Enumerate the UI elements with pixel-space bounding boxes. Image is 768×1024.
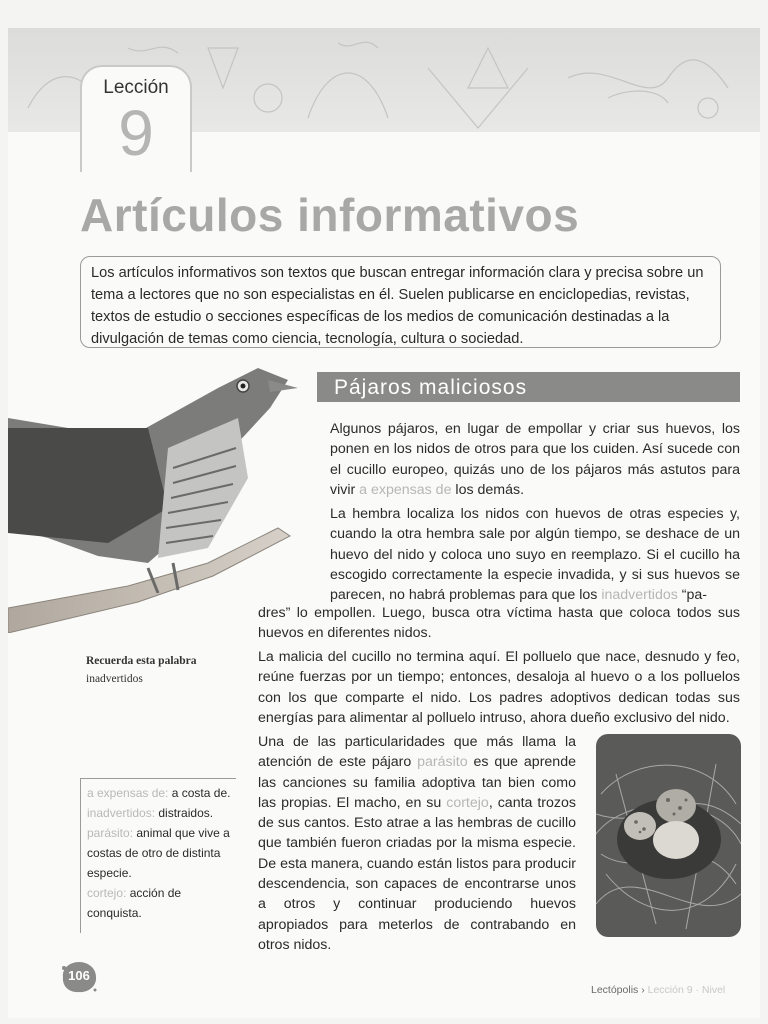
section-title: Pájaros maliciosos — [334, 376, 528, 399]
page-number: 106 — [68, 968, 90, 983]
footer-brand-name: Lectópolis — [591, 984, 639, 996]
paragraph-4-text-c: , canta trozos de sus cantos. Esto atrae a las hembras de cucillo que también fueron criadas por la misma especie. De esta manera, cuando están listos para producir descendencia, son capaces de encontrarse unos a otros y continuar produciendo huevos apropiados para meterlos de contrabando en otros nidos. — [258, 794, 576, 953]
glossary-term: parásito: — [87, 826, 134, 840]
paragraph-3 — [258, 647, 740, 728]
page-title: Artículos informativos — [80, 189, 580, 241]
glossary-box — [80, 778, 236, 933]
glossary-term: inadvertidos: — [87, 806, 156, 820]
recall-word: inadvertidos — [86, 673, 143, 685]
glossary-definition: acción de conquista. — [87, 886, 182, 920]
cuckoo-bird-illustration — [8, 358, 308, 633]
footer-brand — [591, 984, 725, 996]
highlight-a-expensas-de: a expensas de — [359, 481, 452, 498]
intro-definition-box: Los artículos informativos son textos que buscan entregar información clara y precisa sobre un tema a lectores que no son especialistas en él. Suelen publicarse en enciclopedias, revistas, textos de estudio o secciones específicas de los medios de comunicación destinadas a la divulgación de temas como ciencia, tecnología, cultura o sociedad. — [80, 256, 721, 348]
glossary-definition: distraidos. — [155, 806, 214, 820]
paragraph-4-text-b: es que aprende las canciones su familia adoptiva tan bien como las propias. El macho, en su — [258, 754, 576, 811]
highlight-parasito: parásito — [417, 754, 468, 771]
glossary-definition: a costa de. — [168, 786, 231, 800]
paragraph-2-text-b: “pa- — [677, 587, 708, 604]
nest-eggs-photo — [596, 734, 741, 937]
recall-word-box — [86, 652, 226, 688]
paragraph-1-text-a: Algunos pájaros, en lugar de empollar y criar sus huevos, los ponen en los nidos de otros para que los cuiden. Así sucede con el cucillo europeo, quizás uno de los pájaros más astutos para vivir — [330, 421, 740, 498]
page-number-badge — [60, 960, 98, 994]
highlight-cortejo: cortejo — [446, 794, 489, 811]
paragraph-2 — [330, 504, 740, 605]
glossary-item — [87, 823, 236, 883]
footer-separator: › — [638, 984, 645, 996]
paragraph-1-text-b: los demás. — [451, 481, 525, 498]
paragraph-1 — [330, 419, 740, 500]
footer-tail: Lección 9 · Nivel — [644, 984, 726, 996]
lesson-number: 9 — [118, 97, 154, 169]
glossary-term: a expensas de: — [87, 786, 169, 800]
paragraph-3-text: La malicia del cucillo no termina aquí. El polluelo que nace, desnudo y feo, reúne fuerzas por un tiempo; entonces, desaloja al huevo o a los polluelos con los que comparte el nido. Los padres adoptivos dedican todas sus energías para alimentar al polluelo intruso, ahora dueño exclusivo del nido. — [258, 649, 740, 726]
paragraph-2-continued — [258, 603, 740, 644]
glossary-item — [87, 803, 236, 823]
recall-title: Recuerda esta palabra — [86, 655, 197, 667]
paragraph-4-text-a: Una de las particularidades que más llama la atención de este pájaro — [258, 734, 576, 771]
lesson-tab — [80, 65, 192, 172]
paragraph-2-text-a: La hembra localiza los nidos con huevos de otras especies y, cuando la otra hembra sale por algún tiempo, se deshace de un huevo del nido y coloca uno suyo en reemplazo. Si el cucillo ha escogido correctamente la especie invadida, y si sus huevos se parecen, no habrá problemas para que los — [330, 506, 740, 604]
paragraph-4 — [258, 732, 576, 955]
paragraph-2-text-c: dres” lo empollen. Luego, busca otra víctima hasta que coloca todos sus huevos en diferentes nidos. — [258, 605, 740, 642]
glossary-definition: animal que vive a costas de otro de distinta especie. — [87, 826, 230, 880]
lesson-label: Lección — [103, 77, 169, 98]
glossary-item — [87, 883, 236, 923]
glossary-term: cortejo: — [87, 886, 127, 900]
highlight-inadvertidos: inadvertidos — [601, 587, 678, 604]
glossary-item — [87, 783, 236, 803]
